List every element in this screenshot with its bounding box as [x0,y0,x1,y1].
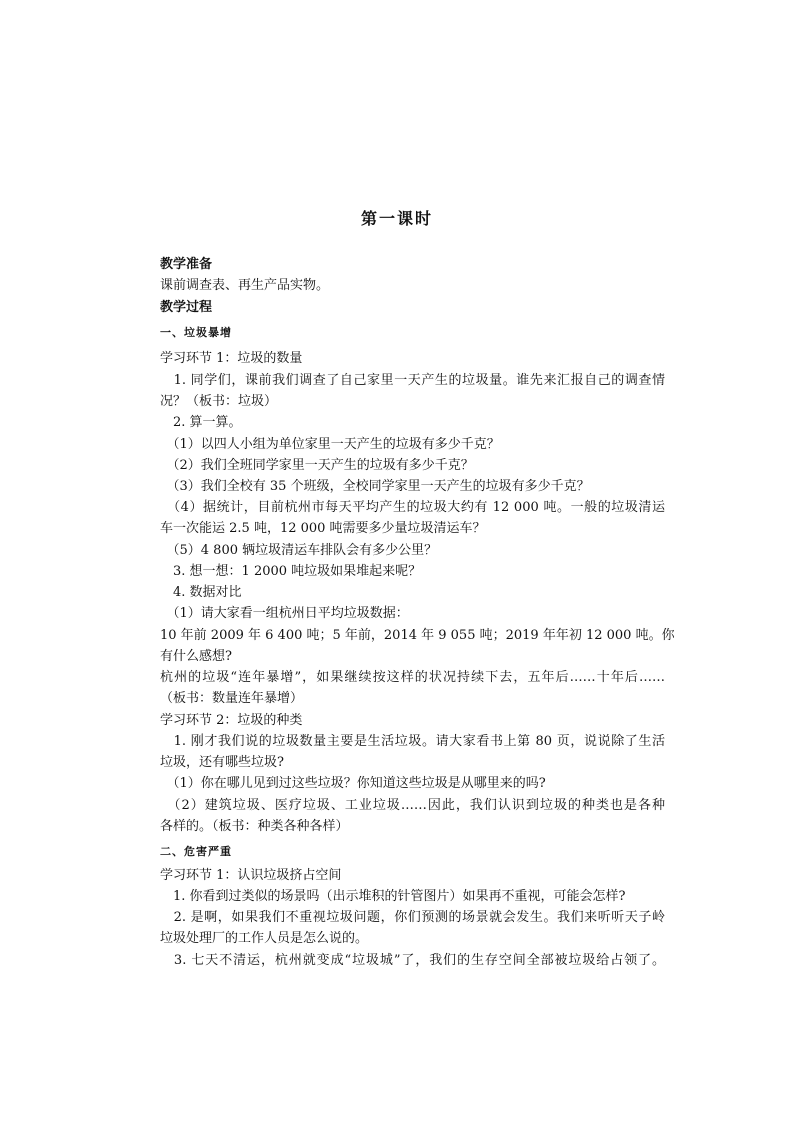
section-heading: 二、危害严重 [160,845,232,858]
page-title: 第一课时 [360,209,433,228]
text-line: 有什么感想? [160,649,232,664]
text-line: （5）4 800 辆垃圾清运车排队会有多少公里？ [160,543,438,558]
text-line: 杭州的垃圾“连年暴增”，如果继续按这样的状况持续下去，五年后……十年后…… [160,670,665,685]
text-line: 车一次能运 2.5 吨，12 000 吨需要多少量垃圾清运车？ [160,521,486,536]
text-line: （板书：数量连年暴增） [160,691,304,706]
text-line: 2. 算一算。 [160,415,242,430]
text-line: （2）我们全班同学家里一天产生的垃圾有多少千克？ [160,458,474,473]
text-line: （4）据统计，目前杭州市每天平均产生的垃圾大约有 12 000 吨。一般的垃圾清运 [160,500,665,515]
text-line: 1. 同学们，课前我们调查了自己家里一天产生的垃圾量。谁先来汇报自己的调查情 [160,373,665,388]
text-line: （1）你在哪儿见到过这些垃圾？你知道这些垃圾是从哪里来的吗? [160,776,546,791]
text-line: 垃圾处理厂的工作人员是怎么说的。 [160,931,369,946]
text-line: 况？（板书：垃圾） [160,394,278,409]
text-line: 3. 七天不清运，杭州就变成“垃圾城”了，我们的生存空间全部被垃圾给占领了。 [160,953,665,968]
text-line: （3）我们全校有 35 个班级，全校同学家里一天产生的垃圾有多少千克？ [160,479,590,494]
section-heading: 一、垃圾暴增 [160,326,232,339]
text-line: 各样的。（板书：种类各种各样） [160,819,349,834]
text-line: （1）以四人小组为单位家里一天产生的垃圾有多少千克？ [160,437,500,452]
text-line: 3. 想一想：1 2000 吨垃圾如果堆起来呢？ [160,564,422,579]
text-line: 学习环节 2：垃圾的种类 [160,713,303,728]
text-line: 学习环节 1：垃圾的数量 [160,351,303,366]
text-line: （1）请大家看一组杭州日平均垃圾数据： [160,606,409,621]
text-line: 4. 数据对比 [160,585,242,600]
text-line: 学习环节 1：认识垃圾挤占空间 [160,868,342,883]
text-line: 教学准备 [160,257,213,272]
text-line: 1. 刚才我们说的垃圾数量主要是生活垃圾。请大家看书上第 80 页，说说除了生活 [160,734,665,749]
text-line: 2. 是啊，如果我们不重视垃圾问题，你们预测的场景就会发生。我们来听听天子岭 [160,910,665,925]
text-line: 课前调查表、再生产品实物。 [160,278,330,293]
text-line: 1. 你看到过类似的场景吗（出示堆积的针管图片）如果再不重视，可能会怎样? [160,889,626,904]
text-line: 垃圾，还有哪些垃圾? [160,755,284,770]
text-line: 10 年前 2009 年 6 400 吨；5 年前，2014 年 9 055 吨；2019 年年初 12 000 吨。你 [160,628,675,643]
text-line: 教学过程 [160,300,213,315]
text-line: （2）建筑垃圾、医疗垃圾、工业垃圾……因此，我们认识到垃圾的种类也是各种 [160,798,665,813]
